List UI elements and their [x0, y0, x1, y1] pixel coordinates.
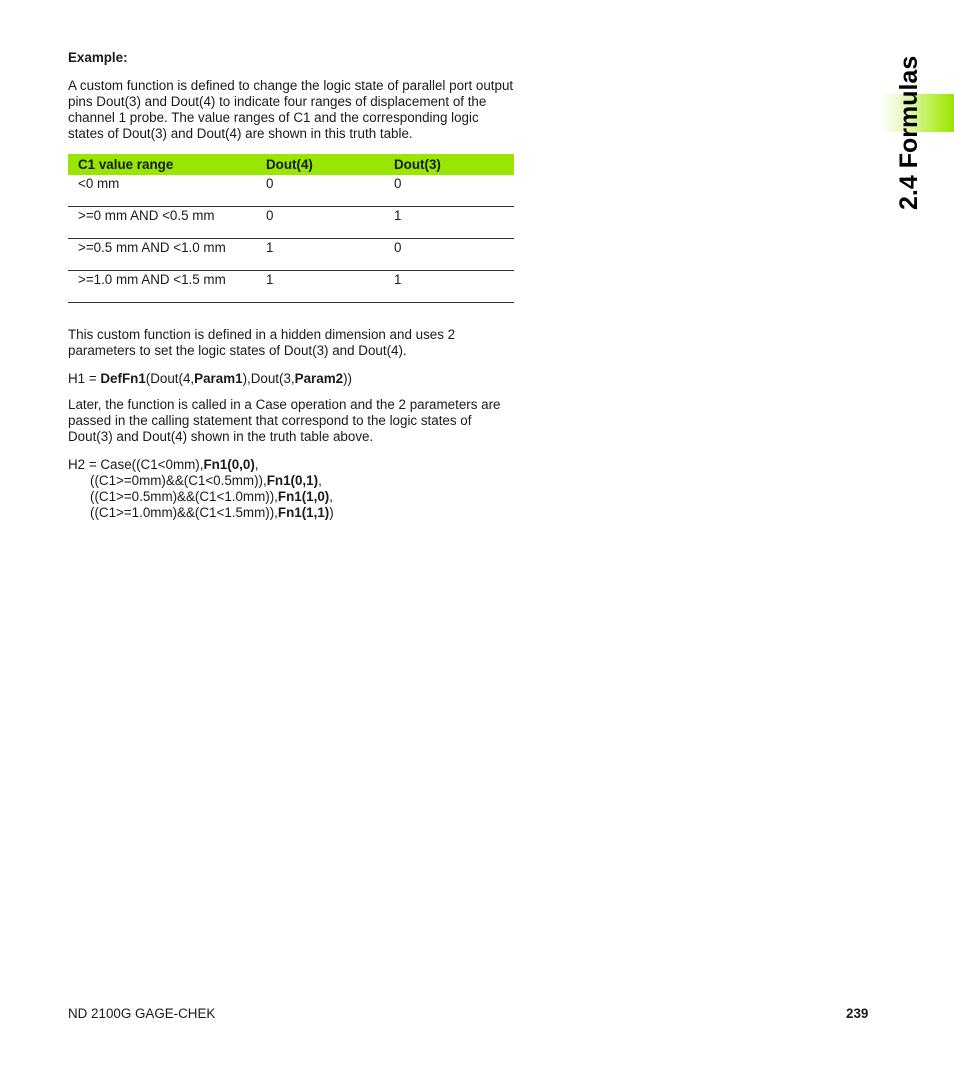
truth-table-header-row: [68, 154, 514, 175]
section-title-vertical: 2.4 Formulas: [895, 55, 923, 210]
cell-dout4: 0: [256, 175, 384, 207]
cell-range: >=0 mm AND <0.5 mm: [68, 207, 256, 239]
formula-h1-param2: Param2: [294, 371, 344, 386]
table-row: [68, 271, 514, 303]
formula-fn-call: Fn1(0,0): [203, 457, 255, 472]
cell-dout3: 0: [384, 239, 514, 271]
cell-range: >=0.5 mm AND <1.0 mm: [68, 239, 256, 271]
formula-fn-call: Fn1(1,0): [277, 489, 330, 504]
cell-dout3: 0: [384, 175, 514, 207]
formula-text: ,: [254, 457, 259, 472]
formula-h2: [68, 457, 514, 521]
formula-h1: [68, 371, 514, 387]
formula-text: ,: [329, 489, 333, 504]
cell-dout3: 1: [384, 271, 514, 303]
formula-h1-part: (Dout(4,: [145, 371, 195, 386]
formula-h1-part: H1 =: [68, 371, 101, 386]
formula-text: ): [329, 505, 334, 520]
cell-dout4: 1: [256, 271, 384, 303]
formula-text: ((C1>=1.0mm)&&(C1<1.5mm)),: [90, 505, 278, 520]
hidden-dimension-paragraph: This custom function is defined in a hidden dimension and uses 2 parameters to set the logic states of Dout(3) and Dout(4).: [68, 327, 456, 358]
header-c1-value-range: C1 value range: [68, 154, 256, 175]
formula-fn-call: Fn1(1,1): [277, 505, 330, 520]
page-content: [68, 50, 514, 531]
formula-h2-line: [68, 489, 514, 505]
cell-dout4: 0: [256, 207, 384, 239]
formula-h1-deffn: DefFn1: [100, 371, 146, 386]
formula-fn-call: Fn1(0,1): [266, 473, 319, 488]
formula-text: ,: [318, 473, 322, 488]
cell-dout3: 1: [384, 207, 514, 239]
table-row: [68, 207, 514, 239]
formula-h1-param1: Param1: [194, 371, 243, 386]
formula-text: H2 = Case((C1<0mm),: [68, 457, 204, 472]
truth-table: [68, 154, 514, 303]
header-dout3: Dout(3): [384, 154, 514, 175]
table-row: [68, 239, 514, 271]
formula-h2-line: [68, 457, 514, 473]
formula-text: ((C1>=0mm)&&(C1<0.5mm)),: [90, 473, 267, 488]
cell-dout4: 1: [256, 239, 384, 271]
cell-range: <0 mm: [68, 175, 256, 207]
formula-text: ((C1>=0.5mm)&&(C1<1.0mm)),: [90, 489, 278, 504]
example-intro: A custom function is defined to change the logic state of parallel port output pins Dout(3) and Dout(4) to indicate four ranges of displacement of the channel 1 probe. The value ranges of C1 and the corresponding logic states of Dout(3) and Dout(4) are shown in this truth table.: [68, 78, 514, 141]
cell-range: >=1.0 mm AND <1.5 mm: [68, 271, 256, 303]
formula-h2-line: [68, 505, 514, 521]
header-dout4: Dout(4): [256, 154, 384, 175]
footer-product-name: ND 2100G GAGE-CHEK: [68, 1006, 216, 1021]
formula-h2-line: [68, 473, 514, 489]
example-heading: Example:: [68, 50, 128, 65]
formula-h1-part: ),Dout(3,: [242, 371, 295, 386]
formula-h1-part: )): [343, 371, 352, 386]
case-operation-paragraph: Later, the function is called in a Case operation and the 2 parameters are passed in the calling statement that correspond to the logic states of Dout(3) and Dout(4) shown in the truth table above.: [68, 397, 501, 444]
table-row: [68, 175, 514, 207]
footer-page-number: 239: [846, 1006, 869, 1021]
